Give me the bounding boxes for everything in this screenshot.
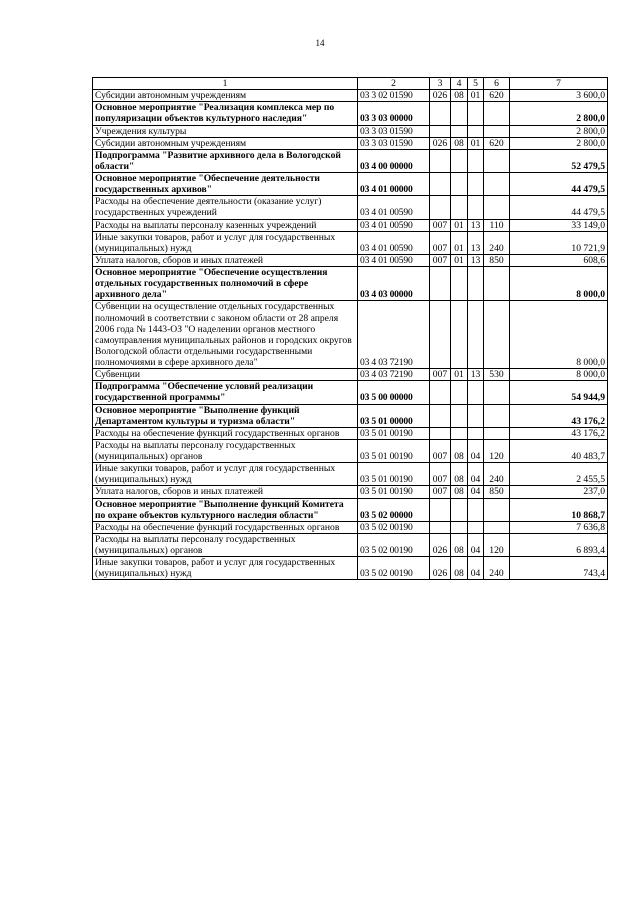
amount: 237,0 [510,486,608,498]
amount: 40 483,7 [510,439,608,462]
column-header: 6 [484,78,510,90]
target-code: 03 5 01 00190 [358,427,430,439]
ministry-code: 007 [430,231,451,254]
subsection-code [468,301,484,369]
section-code: 08 [451,439,468,462]
subsection-code [468,102,484,125]
table-row [93,137,608,149]
subsection-code: 13 [468,219,484,231]
ministry-code: 026 [430,533,451,556]
section-code [451,427,468,439]
table-row [93,219,608,231]
row-name: Уплата налогов, сборов и иных платежей [93,254,358,266]
expense-type-code: 620 [484,90,510,102]
expense-type-code: 120 [484,439,510,462]
target-code: 03 5 02 00000 [358,498,430,521]
table-row [93,254,608,266]
target-code: 03 5 01 00190 [358,439,430,462]
target-code: 03 5 02 00190 [358,557,430,580]
subsection-code [468,381,484,404]
expense-type-code: 240 [484,557,510,580]
section-code: 08 [451,557,468,580]
target-code: 03 4 01 00590 [358,196,430,219]
ministry-code: 007 [430,254,451,266]
section-code [451,125,468,137]
expense-type-code: 240 [484,463,510,486]
target-code: 03 4 01 00590 [358,254,430,266]
table-row [93,381,608,404]
ministry-code: 026 [430,557,451,580]
table-row [93,173,608,196]
ministry-code: 007 [430,486,451,498]
ministry-code [430,404,451,427]
subsection-code: 13 [468,231,484,254]
section-code [451,404,468,427]
subsection-code [468,267,484,301]
row-name: Основное мероприятие "Выполнение функций Департаментом культуры и туризма области" [93,404,358,427]
subsection-code: 04 [468,557,484,580]
expense-type-code [484,521,510,533]
row-name: Учреждения культуры [93,125,358,137]
table-row [93,486,608,498]
target-code: 03 5 00 00000 [358,381,430,404]
target-code: 03 3 02 01590 [358,90,430,102]
table-row [93,533,608,556]
expense-type-code [484,149,510,172]
expense-type-code: 120 [484,533,510,556]
table-row [93,125,608,137]
table-row [93,149,608,172]
target-code: 03 5 02 00190 [358,533,430,556]
table-row [93,427,608,439]
row-name: Основное мероприятие "Обеспечение деятельности государственных архивов" [93,173,358,196]
table-body [93,90,608,580]
table-row [93,521,608,533]
expense-type-code [484,125,510,137]
ministry-code: 007 [430,369,451,381]
ministry-code [430,498,451,521]
table-row [93,463,608,486]
page-number: 14 [315,38,325,48]
ministry-code [430,301,451,369]
row-name: Подпрограмма "Развитие архивного дела в Вологодской области" [93,149,358,172]
section-code [451,173,468,196]
section-code [451,149,468,172]
amount: 743,4 [510,557,608,580]
expense-type-code [484,498,510,521]
column-header: 3 [430,78,451,90]
ministry-code: 026 [430,90,451,102]
subsection-code [468,404,484,427]
subsection-code: 04 [468,533,484,556]
ministry-code [430,149,451,172]
budget-table [92,77,608,580]
expense-type-code: 620 [484,137,510,149]
column-header: 4 [451,78,468,90]
amount: 8 000,0 [510,267,608,301]
subsection-code [468,149,484,172]
ministry-code [430,196,451,219]
table-row [93,369,608,381]
row-name: Расходы на обеспечение деятельности (оказание услуг) государственных учреждений [93,196,358,219]
section-code: 08 [451,486,468,498]
target-code: 03 4 03 00000 [358,267,430,301]
target-code: 03 4 01 00590 [358,231,430,254]
table-row [93,102,608,125]
expense-type-code: 850 [484,486,510,498]
row-name: Уплата налогов, сборов и иных платежей [93,486,358,498]
amount: 8 000,0 [510,369,608,381]
ministry-code: 007 [430,219,451,231]
ministry-code: 007 [430,439,451,462]
row-name: Иные закупки товаров, работ и услуг для государственных (муниципальных) нужд [93,231,358,254]
row-name: Субсидии автономным учреждениям [93,137,358,149]
subsection-code: 13 [468,369,484,381]
ministry-code [430,102,451,125]
amount: 2 800,0 [510,102,608,125]
table-row [93,439,608,462]
row-name: Основное мероприятие "Обеспечение осуществления отдельных государственных полномочий в сфере архивного дела" [93,267,358,301]
row-name: Расходы на выплаты персоналу казенных учреждений [93,219,358,231]
amount: 7 636,8 [510,521,608,533]
expense-type-code [484,196,510,219]
row-name: Расходы на обеспечение функций государственных органов [93,521,358,533]
amount: 608,6 [510,254,608,266]
amount: 43 176,2 [510,404,608,427]
section-code [451,267,468,301]
amount: 10 721,9 [510,231,608,254]
section-code [451,381,468,404]
ministry-code [430,521,451,533]
section-code: 01 [451,219,468,231]
ministry-code [430,267,451,301]
section-code [451,301,468,369]
expense-type-code: 110 [484,219,510,231]
target-code: 03 3 03 01590 [358,137,430,149]
row-name: Основное мероприятие "Реализация комплекса мер по популяризации объектов культурного наследия" [93,102,358,125]
row-name: Субвенции на осуществление отдельных государственных полномочий в соответствии с законом области от 28 апреля 2006 года № 1443-ОЗ "О наделении органов местного самоуправления муниципальных районов и городских округов Вологодской области отдельными государственными полномочиями в сфере архивного дела" [93,301,358,369]
ministry-code [430,173,451,196]
expense-type-code: 530 [484,369,510,381]
table-row [93,90,608,102]
amount: 44 479,5 [510,173,608,196]
section-code [451,196,468,219]
expense-type-code [484,404,510,427]
target-code: 03 4 01 00000 [358,173,430,196]
subsection-code [468,173,484,196]
column-header: 5 [468,78,484,90]
subsection-code: 01 [468,90,484,102]
amount: 6 893,4 [510,533,608,556]
section-code: 08 [451,533,468,556]
amount: 33 149,0 [510,219,608,231]
target-code: 03 4 03 72190 [358,301,430,369]
section-code: 01 [451,369,468,381]
expense-type-code: 240 [484,231,510,254]
subsection-code: 04 [468,439,484,462]
subsection-code: 04 [468,463,484,486]
column-header: 7 [510,78,608,90]
target-code: 03 4 01 00590 [358,219,430,231]
ministry-code: 026 [430,137,451,149]
expense-type-code [484,427,510,439]
section-code: 08 [451,463,468,486]
target-code: 03 5 01 00190 [358,463,430,486]
target-code: 03 5 02 00190 [358,521,430,533]
section-code: 01 [451,231,468,254]
table-header-row [93,78,608,90]
amount: 2 800,0 [510,137,608,149]
table-row [93,267,608,301]
amount: 44 479,5 [510,196,608,219]
ministry-code [430,381,451,404]
row-name: Расходы на обеспечение функций государственных органов [93,427,358,439]
target-code: 03 4 03 72190 [358,369,430,381]
amount: 8 000,0 [510,301,608,369]
subsection-code: 01 [468,137,484,149]
expense-type-code [484,267,510,301]
subsection-code [468,125,484,137]
expense-type-code [484,381,510,404]
target-code: 03 5 01 00190 [358,486,430,498]
amount: 2 800,0 [510,125,608,137]
row-name: Расходы на выплаты персоналу государственных (муниципальных) органов [93,439,358,462]
row-name: Иные закупки товаров, работ и услуг для государственных (муниципальных) нужд [93,463,358,486]
amount: 2 455,5 [510,463,608,486]
expense-type-code: 850 [484,254,510,266]
row-name: Субсидии автономным учреждениям [93,90,358,102]
target-code: 03 3 03 00000 [358,102,430,125]
column-header: 2 [358,78,430,90]
row-name: Подпрограмма "Обеспечение условий реализации государственной программы" [93,381,358,404]
subsection-code [468,196,484,219]
table-row [93,231,608,254]
target-code: 03 4 00 00000 [358,149,430,172]
table-row [93,196,608,219]
subsection-code: 04 [468,486,484,498]
expense-type-code [484,102,510,125]
section-code [451,521,468,533]
section-code [451,102,468,125]
row-name: Основное мероприятие "Выполнение функций Комитета по охране объектов культурного наследия области" [93,498,358,521]
row-name: Иные закупки товаров, работ и услуг для государственных (муниципальных) нужд [93,557,358,580]
section-code: 08 [451,90,468,102]
table-row [93,301,608,369]
amount: 43 176,2 [510,427,608,439]
subsection-code: 13 [468,254,484,266]
row-name: Субвенции [93,369,358,381]
subsection-code [468,498,484,521]
table-row [93,557,608,580]
section-code: 08 [451,137,468,149]
target-code: 03 3 03 01590 [358,125,430,137]
amount: 54 944,9 [510,381,608,404]
amount: 3 600,0 [510,90,608,102]
section-code: 01 [451,254,468,266]
column-header: 1 [93,78,358,90]
expense-type-code [484,173,510,196]
amount: 52 479,5 [510,149,608,172]
expense-type-code [484,301,510,369]
row-name: Расходы на выплаты персоналу государственных (муниципальных) органов [93,533,358,556]
amount: 10 868,7 [510,498,608,521]
ministry-code [430,125,451,137]
ministry-code: 007 [430,463,451,486]
section-code [451,498,468,521]
ministry-code [430,427,451,439]
subsection-code [468,521,484,533]
subsection-code [468,427,484,439]
table-row [93,404,608,427]
table-row [93,498,608,521]
target-code: 03 5 01 00000 [358,404,430,427]
